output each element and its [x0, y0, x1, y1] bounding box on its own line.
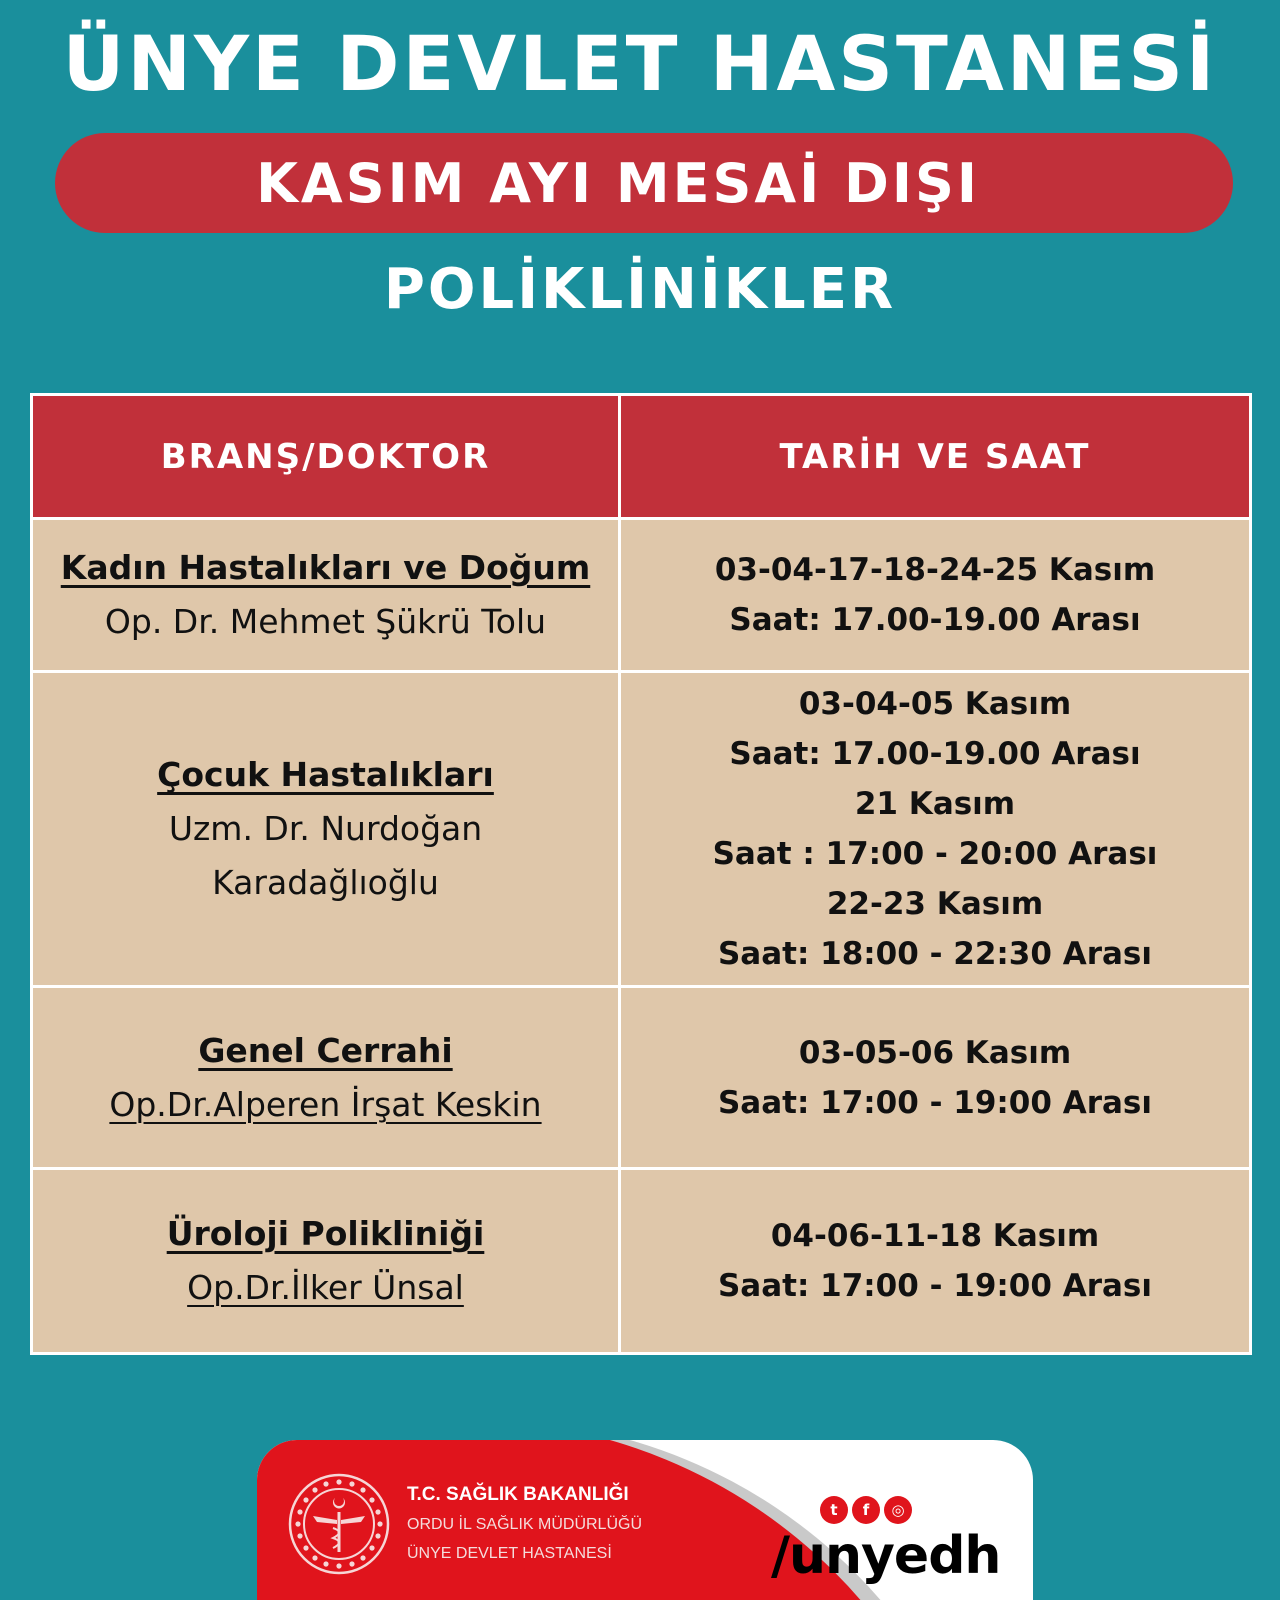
facebook-icon[interactable]: f: [852, 1496, 880, 1524]
month-banner: [55, 133, 1233, 233]
branch-name: Çocuk Hastalıkları: [157, 755, 494, 794]
schedule-line: 21 Kasım: [854, 786, 1016, 822]
hospital-title: ÜNYE DEVLET HASTANESİ: [62, 19, 1218, 108]
schedule-cell: [621, 1170, 1249, 1352]
schedule-cell: [621, 673, 1249, 985]
directorate-name: ORDU İL SAĞLIK MÜDÜRLÜĞÜ: [407, 1516, 642, 1533]
hospital-name: ÜNYE DEVLET HASTANESİ: [407, 1545, 612, 1562]
branch-cell: [33, 673, 618, 985]
branch-cell: [33, 1170, 618, 1352]
doctor-name: Op.Dr.İlker Ünsal: [187, 1268, 464, 1307]
ministry-text: [407, 1480, 642, 1568]
schedule-line: 03-04-17-18-24-25 Kasım: [714, 552, 1156, 588]
schedule-line: Saat: 17:00 - 19:00 Arası: [717, 1268, 1153, 1304]
schedule-line: 03-04-05 Kasım: [798, 686, 1072, 722]
schedule-line: Saat: 17:00 - 19:00 Arası: [717, 1084, 1153, 1121]
social-handle[interactable]: /unyedh: [771, 1526, 1001, 1586]
subtitle: POLİKLİNİKLER: [383, 257, 897, 322]
table-row: [33, 988, 1249, 1167]
table-row: [33, 520, 1249, 670]
column-header-date: TARİH VE SAAT: [621, 396, 1249, 517]
schedule-line: Saat: 17.00-19.00 Arası: [729, 736, 1141, 772]
schedule-table: [30, 393, 1252, 1355]
banner-text: KASIM AYI MESAİ DIŞI: [256, 151, 980, 215]
schedule-line: 22-23 Kasım: [826, 886, 1044, 922]
table-header-row: [33, 396, 1249, 517]
ministry-emblem-icon: [287, 1472, 391, 1576]
twitter-icon[interactable]: t: [820, 1496, 848, 1524]
schedule-line: Saat: 18:00 - 22:30 Arası: [717, 936, 1153, 972]
schedule-line: 03-05-06 Kasım: [798, 1034, 1072, 1071]
table-row: [33, 1170, 1249, 1352]
table-row: [33, 673, 1249, 985]
branch-name: Kadın Hastalıkları ve Doğum: [60, 548, 591, 587]
schedule-cell: [621, 988, 1249, 1167]
schedule-line: Saat: 17.00-19.00 Arası: [729, 602, 1141, 638]
instagram-icon[interactable]: ◎: [884, 1496, 912, 1524]
branch-name: Üroloji Polikliniği: [166, 1214, 485, 1253]
doctor-name: Uzm. Dr. Nurdoğan: [168, 809, 483, 848]
schedule-line: Saat : 17:00 - 20:00 Arası: [712, 836, 1158, 872]
branch-cell: [33, 520, 618, 670]
column-header-branch: BRANŞ/DOKTOR: [33, 396, 618, 517]
ministry-name: T.C. SAĞLIK BAKANLIĞI: [407, 1484, 629, 1505]
social-icons: [820, 1496, 912, 1524]
doctor-name: Karadağlıoğlu: [212, 863, 439, 902]
footer-card: [257, 1440, 1033, 1600]
doctor-name: Op.Dr.Alperen İrşat Keskin: [109, 1084, 542, 1124]
schedule-cell: [621, 520, 1249, 670]
doctor-name: Op. Dr. Mehmet Şükrü Tolu: [104, 602, 547, 641]
schedule-line: 04-06-11-18 Kasım: [770, 1218, 1100, 1254]
branch-name: Genel Cerrahi: [198, 1030, 453, 1070]
branch-cell: [33, 988, 618, 1167]
